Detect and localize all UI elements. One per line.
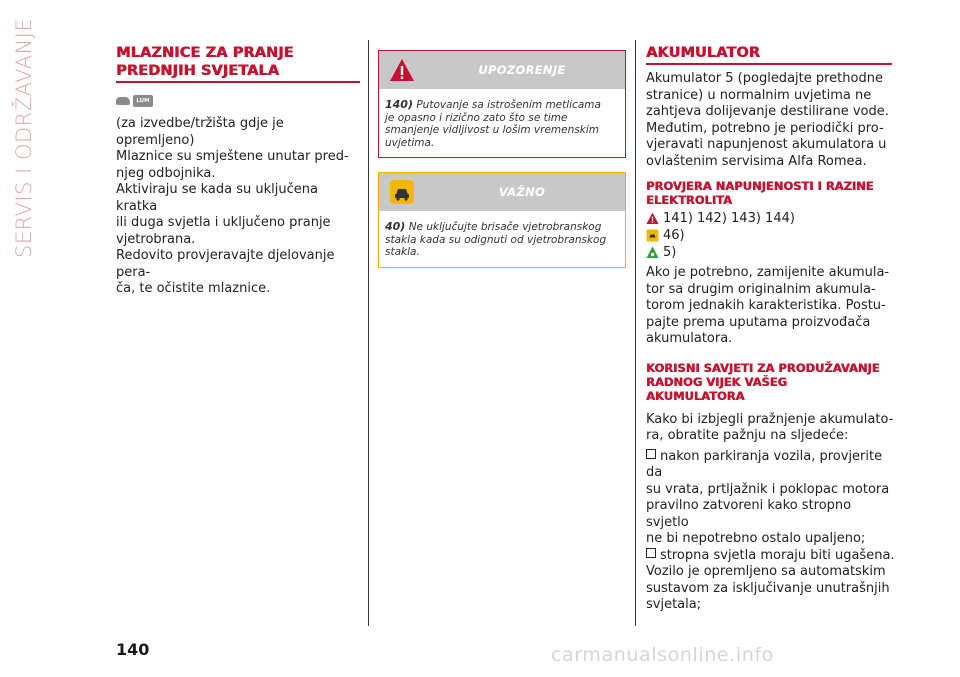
warning-number: 140) xyxy=(385,98,413,111)
reference-warning xyxy=(646,210,896,227)
text-line: ča, te očistite mlaznice. xyxy=(116,281,271,296)
text-line: Putovanje sa istrošenim metlicama xyxy=(416,99,601,111)
column-divider-right xyxy=(635,40,636,626)
text-line: tor sa drugim originalnim akumula- xyxy=(646,281,876,297)
text-line: Ne uključujte brisače vjetrobranskog xyxy=(408,221,602,233)
text-line: ra, obratite pažnju na sljedeće: xyxy=(646,428,849,443)
text-line: Mlaznice su smještene unutar pred- xyxy=(116,149,349,164)
reference-numbers: 5) xyxy=(663,245,677,260)
text-line: su vrata, prtljažnik i poklopac motora xyxy=(646,481,890,497)
checkbox-bullet-icon xyxy=(646,449,656,459)
caution-car-icon xyxy=(389,179,415,205)
warning-title: UPOZORENJE xyxy=(478,63,566,77)
important-text xyxy=(379,211,625,267)
text-line: Međutim, potrebno je periodički pro- xyxy=(646,120,884,136)
text-line: njeg odbojnika. xyxy=(116,165,216,181)
text-line: je opasno i rizično zato što se time xyxy=(385,111,568,124)
battery-replacement xyxy=(646,265,896,348)
heading-line-2: PREDNJIH SVJETALA xyxy=(116,63,279,79)
electrolyte-check-heading xyxy=(646,179,896,207)
reference-environment xyxy=(646,244,896,261)
car-icon xyxy=(116,97,130,105)
reference-numbers: 141) 142) 143) 144) xyxy=(663,211,795,226)
text-line: Aktiviraju se kada su uključena kratka xyxy=(116,182,318,214)
warning-box-header xyxy=(379,51,625,89)
warning-icon xyxy=(389,57,415,83)
text-line: ovlaštenim servisima Alfa Romea. xyxy=(646,153,867,169)
left-column xyxy=(116,44,360,298)
page-number: 140 xyxy=(116,640,150,659)
warning-text xyxy=(379,89,625,157)
reference-caution xyxy=(646,227,896,244)
heading-line-3: AKUMULATORA xyxy=(646,388,745,403)
lum-icon xyxy=(133,95,153,107)
reference-list xyxy=(646,210,896,261)
watermark: carmanualsonline.info xyxy=(551,644,774,666)
text-line: smanjenje vidljivost u lošim vremenskim xyxy=(385,124,599,136)
battery-intro xyxy=(646,71,896,170)
text-line: (za izvedbe/tržišta gdje je opremljeno) xyxy=(116,116,284,148)
paragraph-location xyxy=(116,149,360,182)
middle-column xyxy=(378,50,626,268)
text-line: Redovito provjeravajte djelovanje pera- xyxy=(116,248,335,280)
text-line: torom jednakih karakteristika. Postu- xyxy=(646,298,886,313)
text-line: stakla kada su odignuti od vjetrobranskog xyxy=(385,233,607,246)
important-box-header xyxy=(379,173,625,211)
caution-icon xyxy=(646,229,659,242)
text-line: Akumulator 5 (pogledajte prethodne xyxy=(646,71,883,86)
paragraph-activation xyxy=(116,182,360,248)
checkbox-bullet-icon xyxy=(646,548,656,558)
battery-tips-heading xyxy=(646,361,896,403)
warning-box xyxy=(378,50,626,158)
battery-heading-underline xyxy=(646,63,892,65)
text-line: vjetrobrana. xyxy=(116,231,196,247)
text-line: akumulatora. xyxy=(646,331,733,346)
text-line: Ako je potrebno, zamijenite akumula- xyxy=(646,265,890,280)
paragraph-maintenance xyxy=(116,248,360,298)
text-line: stropna svjetla moraju biti ugašena. xyxy=(660,547,895,563)
text-line: sustavom za isključivanje unutrašnjih xyxy=(646,580,890,596)
lum-icon-label: LUM xyxy=(136,98,150,104)
text-line: ili duga svjetla i uključeno pranje xyxy=(116,215,331,230)
environment-icon xyxy=(646,246,659,259)
heading-line-1: MLAZNICE ZA PRANJE xyxy=(116,45,294,61)
important-number: 40) xyxy=(385,220,406,233)
warning-icon xyxy=(646,212,659,225)
text-line: stranice) u normalnim uvjetima ne xyxy=(646,87,872,103)
battery-tips-intro xyxy=(646,412,896,445)
heading-underline xyxy=(116,81,360,83)
right-column xyxy=(646,44,896,614)
headlight-washers-heading xyxy=(116,44,360,80)
battery-heading xyxy=(646,44,896,62)
text-line: Kako bi izbjegli pražnjenje akumulato- xyxy=(646,411,894,427)
tip-list-item xyxy=(646,449,896,614)
section-side-title: SERVIS I ODRŽAVANJE xyxy=(12,17,36,258)
battery-heading-text: AKUMULATOR xyxy=(646,45,760,61)
text-line: nakon parkiranja vozila, provjerite da xyxy=(646,448,883,480)
text-line: Vozilo je opremljeno sa automatskim xyxy=(646,564,886,579)
important-title: VAŽNO xyxy=(498,185,546,199)
heading-line-2: ELEKTROLITA xyxy=(646,193,732,207)
paragraph-availability xyxy=(116,116,360,149)
heading-line-1: PROVJERA NAPUNJENOSTI I RAZINE xyxy=(646,179,874,193)
important-box xyxy=(378,172,626,268)
column-divider-left xyxy=(368,40,369,626)
text-line: ne bi nepotrebno ostalo upaljeno; xyxy=(646,531,866,546)
heading-line-1: KORISNI SAVJETI ZA PRODUŽAVANJE xyxy=(646,360,880,375)
text-line: uvjetima. xyxy=(385,136,435,149)
heading-line-2: RADNOG VIJEK VAŠEG xyxy=(646,374,787,389)
feature-icons xyxy=(116,93,360,109)
text-line: svjetala; xyxy=(646,597,702,612)
text-line: zahtjeva dolijevanje destilirane vode. xyxy=(646,104,889,119)
text-line: stakla. xyxy=(385,246,420,258)
reference-numbers: 46) xyxy=(663,228,685,243)
text-line: vjeravati napunjenost akumulatora u xyxy=(646,137,887,152)
text-line: pravilno zatvoreni kako stropno svjetlo xyxy=(646,498,852,530)
text-line: pajte prema uputama proizvođača xyxy=(646,314,871,330)
